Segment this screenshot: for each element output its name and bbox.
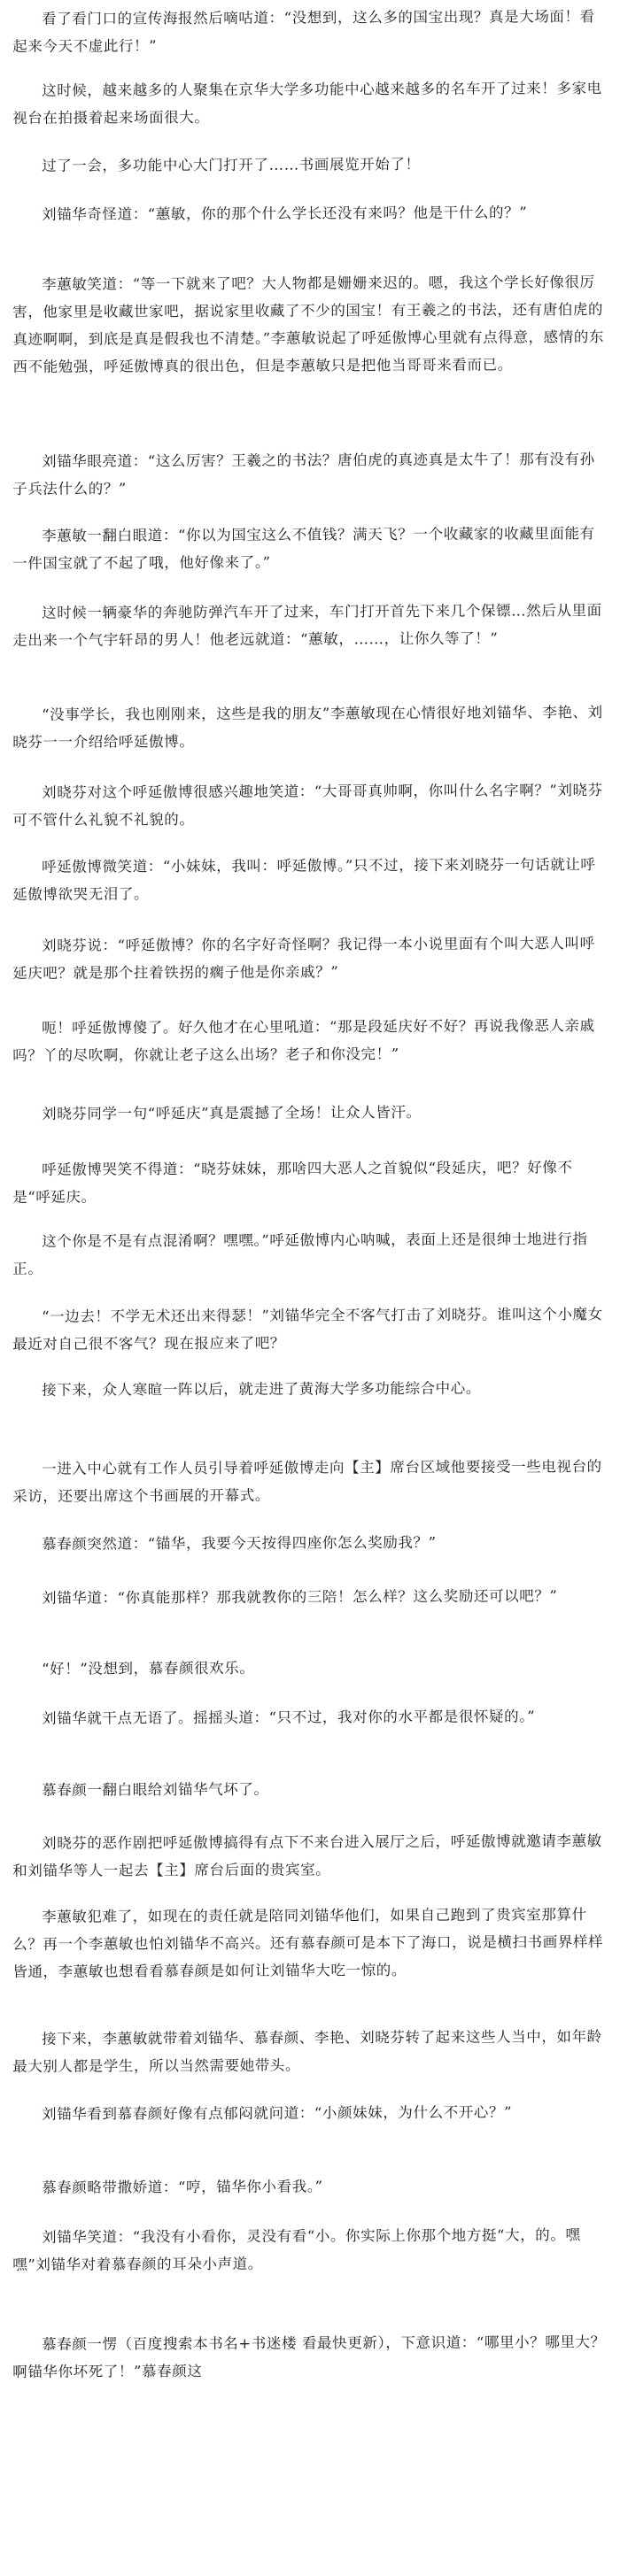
- paragraph: 刘晓芬对这个呼延傲博很感兴趣地笑道：“大哥哥真帅啊，你叫什么名字啊？”刘晓芬可不管什么礼貌不礼貌的。: [12, 782, 603, 829]
- paragraph: 刘锚华就干点无语了。摇摇头道：“只不过，我对你的水平都是很怀疑的。”: [42, 1708, 536, 1727]
- paragraph: 过了一会，多功能中心大门打开了……书画展览开始了！: [42, 155, 421, 174]
- paragraph: 刘晓芬的恶作剧把呼延傲博搞得有点下不来台进入展厅之后，呼延傲博就邀请李蕙敏和刘锚华等人一起去【主】席台后面的贵宾室。: [12, 1832, 602, 1879]
- paragraph: 刘锚华看到慕春颜好像有点郁闷就问道：“小颜妹妹，为什么不开心？”: [42, 2103, 513, 2123]
- paragraph: 刘晓芬同学一句“呼延庆”真是震撼了全场！让众人皆汗。: [42, 1103, 422, 1122]
- paragraph: “一边去！不学无术还出来得瑟！”刘锚华完全不客气打击了刘晓芬。谁叫这个小魔女最近对自己很不客气？现在报应来了吧？: [12, 1306, 603, 1353]
- paragraph: 刘晓芬说：“呼延傲博？你的名字好奇怪啊？我记得一本小说里面有个叫大恶人叫呼延庆吧？就是那个拄着铁拐的瘸子他是你亲戚？”: [12, 935, 595, 982]
- paragraph: 慕春颜一翻白眼给刘锚华气坏了。: [42, 1780, 269, 1799]
- paragraph: 呼延傲博微笑道：“小妹妹，我叫：呼延傲博。”只不过，接下来刘晓芬一句话就让呼延傲博欲哭无泪了。: [12, 856, 596, 903]
- paragraph: 呼延傲博哭笑不得道：“晓芬妹妹，那啥四大恶人之首貌似“段延庆，吧？好像不是“呼延庆。: [12, 1159, 573, 1206]
- paragraph: 刘锚华眼亮道：“这么厉害？王羲之的书法？唐伯虎的真迹真是太牛了！那有没有孙子兵法什么的？”: [12, 451, 595, 497]
- paragraph: 刘锚华笑道：“我没有小看你，灵没有看“小。你实际上你那个地方挺“大，的。嘿嘿”刘锚华对着慕春颜的耳朵小声道。: [12, 2226, 581, 2273]
- paragraph: 慕春颜突然道：“锚华，我要今天按得四座你怎么奖励我？”: [42, 1533, 437, 1553]
- paragraph: 呃！呼延傲博傻了。好久他才在心里吼道：“那是段延庆好不好？再说我像恶人亲戚吗？丫的尽吹啊，你就让老子这么出场？老子和你没完！”: [12, 1017, 595, 1064]
- paragraph: 慕春颜一愣（百度搜索本书名+书迷楼 看最快更新），下意识道：“哪里小？哪里大？啊锚华你坏死了！”慕春颜这: [12, 2333, 606, 2380]
- paragraph: 看了看门口的宣传海报然后嘀咕道：“没想到，这么多的国宝出现？真是大场面！看起来今天不虚此行！”: [12, 8, 595, 55]
- paragraph: 接下来，众人寒暄一阵以后，就走进了黄海大学多功能综合中心。: [42, 1379, 482, 1399]
- paragraph: 这时候，越来越多的人聚集在京华大学多功能中心越来越多的名车开了过来！多家电视台在拍摄着起来场面很大。: [12, 80, 602, 127]
- paragraph: 李蕙敏一翻白眼道：“你以为国宝这么不值钱？满天飞？一个收藏家的收藏里面能有一件国宝就了不起了哦，他好像来了。”: [12, 525, 595, 572]
- paragraph: “好！”没想到，慕春颜很欢乐。: [42, 1659, 255, 1677]
- paragraph: 刘锚华奇怪道：“蕙敏，你的那个什么学长还没有来吗？他是干什么的？”: [42, 204, 528, 223]
- paragraph: 慕春颜略带撒娇道：“哼，锚华你小看我。”: [42, 2178, 323, 2196]
- paragraph: 一进入中心就有工作人员引导着呼延傲博走向【主】席台区域他要接受一些电视台的采访，还要出席这个书画展的开幕式。: [12, 1458, 602, 1505]
- paragraph: 李蕙敏犯难了，如现在的责任就是陪同刘锚华他们，如果自己跑到了贵宾室那算什么？再一个李蕙敏也怕刘锚华不高兴。还有慕春颜可是本下了海口，说是横扫书画界样样皆通，李蕙敏也想看看慕春颜是如何让刘锚华大吃一惊的。: [12, 1906, 604, 1980]
- paragraph: 这个你是不是有点混淆啊？嘿嘿。”呼延傲博内心呐喊，表面上还是很绅士地进行指正。: [12, 1230, 588, 1277]
- paragraph: 李蕙敏笑道：“等一下就来了吧？大人物都是姗姗来迟的。嗯，我这个学长好像很厉害，他家里是收藏世家吧，据说家里收藏了不少的国宝！有王羲之的书法，还有唐伯虎的真迹啊啊，到底是真是假我也不清楚。”李蕙敏说起了呼延傲博心里就有点得意，感情的东西不能勉强，呼延傲博真的很出色，但是李蕙敏只是把他当哥哥来看而已。: [12, 274, 605, 375]
- paragraph: 接下来，李蕙敏就带着刘锚华、慕春颜、李艳、刘晓芬转了起来这些人当中，如年龄最大别人都是学生，所以当然需要她带头。: [12, 2028, 602, 2075]
- paragraph: 这时候一辆豪华的奔驰防弹汽车开了过来，车门打开首先下来几个保镖…然后从里面走出来一个气宇轩昂的男人！他老远就道：“蕙敏，……，让你久等了！”: [12, 602, 602, 649]
- paragraph: 刘锚华道：“你真能那样？那我就教你的三陪！怎么样？这么奖励还可以吧？”: [42, 1587, 558, 1607]
- paragraph: “没事学长，我也刚刚来，这些是我的朋友”李蕙敏现在心情很好地刘锚华、李艳、刘晓芬一一介绍给呼延傲博。: [12, 704, 603, 751]
